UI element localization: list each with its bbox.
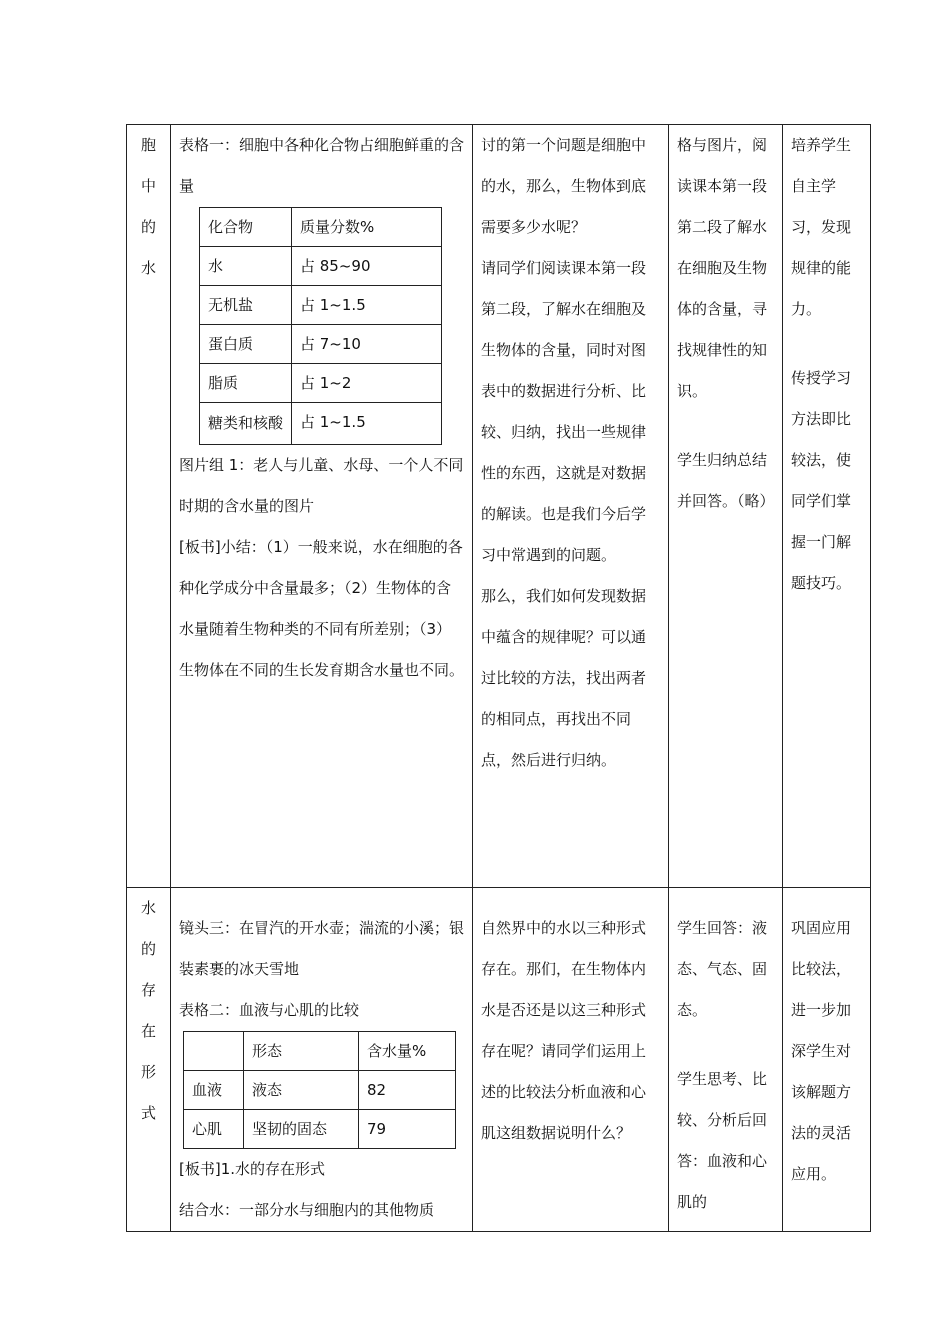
heading-char: 的: [140, 218, 156, 236]
table-row: [200, 247, 442, 286]
compound-content-table: [199, 207, 442, 445]
design-purpose-cell: [783, 125, 871, 888]
row-water-forms: [127, 888, 871, 1232]
scene-text: 镜头三：在冒汽的开水壶；湍流的小溪；银装素裹的冰天雪地: [179, 919, 465, 978]
purpose-text: 传授学习方法即比较法，使同学们掌握一门解题技巧。: [791, 369, 852, 592]
table-header: 形态: [244, 1032, 359, 1071]
heading-char: 式: [140, 1104, 156, 1122]
content-cell: [171, 888, 473, 1232]
student-text: 学生归纳总结并回答。（略）: [677, 451, 775, 510]
teacher-activity-cell: [473, 125, 669, 888]
table-cell: 脂质: [200, 364, 292, 403]
table-row: [200, 403, 442, 445]
design-purpose-cell: [783, 888, 871, 1232]
table-header-row: [200, 208, 442, 247]
picture-group-text: 图片组 1：老人与儿童、水母、一个人不同时期的含水量的图片: [179, 456, 464, 515]
table2-caption: 表格二：血液与心肌的比较: [179, 1001, 360, 1019]
lesson-plan-table: [126, 124, 871, 1232]
bound-water-text: 结合水：一部分水与细胞内的其他物质: [179, 1201, 435, 1219]
table-row: [200, 325, 442, 364]
table-cell: 占 1~1.5: [292, 286, 442, 325]
table-row: [184, 1110, 456, 1149]
table-header: 化合物: [200, 208, 292, 247]
table-cell: 占 1~2: [292, 364, 442, 403]
blood-heart-table: [183, 1031, 456, 1149]
table-cell: 占 7~10: [292, 325, 442, 364]
table-cell: 液态: [244, 1071, 359, 1110]
heading-char: 形: [140, 1063, 156, 1081]
heading-char: 在: [140, 1022, 156, 1040]
purpose-text: 培养学生自主学习，发现规律的能力。: [791, 136, 852, 318]
table-cell: 蛋白质: [200, 325, 292, 364]
table-cell: 血液: [184, 1071, 244, 1110]
student-text: 学生回答：液态、气态、固态。: [677, 919, 768, 1019]
table-cell: 占 85~90: [292, 247, 442, 286]
student-activity-cell: [669, 888, 783, 1232]
heading-char: 中: [140, 177, 156, 195]
table-cell: 占 1~1.5: [292, 403, 442, 445]
table-cell: 无机盐: [200, 286, 292, 325]
table-header: 质量分数%: [292, 208, 442, 247]
section-heading-water-forms: [127, 888, 171, 1232]
table-cell: 79: [359, 1110, 456, 1149]
teacher-activity-cell: [473, 888, 669, 1232]
heading-char: 存: [140, 981, 156, 999]
heading-char: 胞: [140, 136, 156, 154]
row-water-in-cells: [127, 125, 871, 888]
table1-caption: 表格一：细胞中各种化合物占细胞鲜重的含量: [179, 136, 465, 195]
section-heading-water-in-cells: [127, 125, 171, 888]
heading-char: 水: [140, 899, 156, 917]
table-header: 含水量%: [359, 1032, 456, 1071]
purpose-text: 巩固应用比较法，进一步加深学生对该解题方法的灵活应用。: [791, 919, 852, 1183]
table-cell: 糖类和核酸: [200, 403, 292, 445]
table-row: [184, 1071, 456, 1110]
heading-char: 水: [140, 259, 156, 277]
table-header: [184, 1032, 244, 1071]
teacher-text: 讨的第一个问题是细胞中的水，那么，生物体到底需要多少水呢？: [481, 136, 647, 236]
heading-char: 的: [140, 940, 156, 958]
table-row: [200, 364, 442, 403]
spacer: [677, 1031, 774, 1059]
teacher-text: 那么，我们如何发现数据中蕴含的规律呢？可以通过比较的方法，找出两者的相同点，再找出不同点，然后进行归纳。: [481, 587, 647, 769]
content-cell: [171, 125, 473, 888]
spacer: [791, 330, 862, 358]
table-cell: 心肌: [184, 1110, 244, 1149]
table-cell: 坚韧的固态: [244, 1110, 359, 1149]
student-text: 格与图片，阅读课本第一段第二段了解水在细胞及生物体的含量，寻找规律性的知识。: [677, 136, 768, 400]
board-heading: [板书]1.水的存在形式: [179, 1160, 326, 1178]
teacher-text: 请同学们阅读课本第一段第二段，了解水在细胞及生物体的含量，同时对图表中的数据进行分析、比较、归纳，找出一些规律性的东西，这就是对数据的解读。也是我们今后学习中常遇到的问题。: [481, 259, 647, 564]
teacher-text: 自然界中的水以三种形式存在。那们，在生物体内水是否还是以这三种形式存在呢？请同学们运用上述的比较法分析血液和心肌这组数据说明什么？: [481, 919, 647, 1142]
table-cell: 水: [200, 247, 292, 286]
board-summary: [板书]小结：（1）一般来说，水在细胞的各种化学成分中含量最多；（2）生物体的含水量随着生物种类的不同有所差别；（3）生物体在不同的生长发育期含水量也不同。: [179, 538, 465, 679]
table-cell: 82: [359, 1071, 456, 1110]
table-header-row: [184, 1032, 456, 1071]
student-text: 学生思考、比较、分析后回答：血液和心肌的: [677, 1070, 768, 1211]
spacer: [677, 412, 774, 440]
student-activity-cell: [669, 125, 783, 888]
table-row: [200, 286, 442, 325]
